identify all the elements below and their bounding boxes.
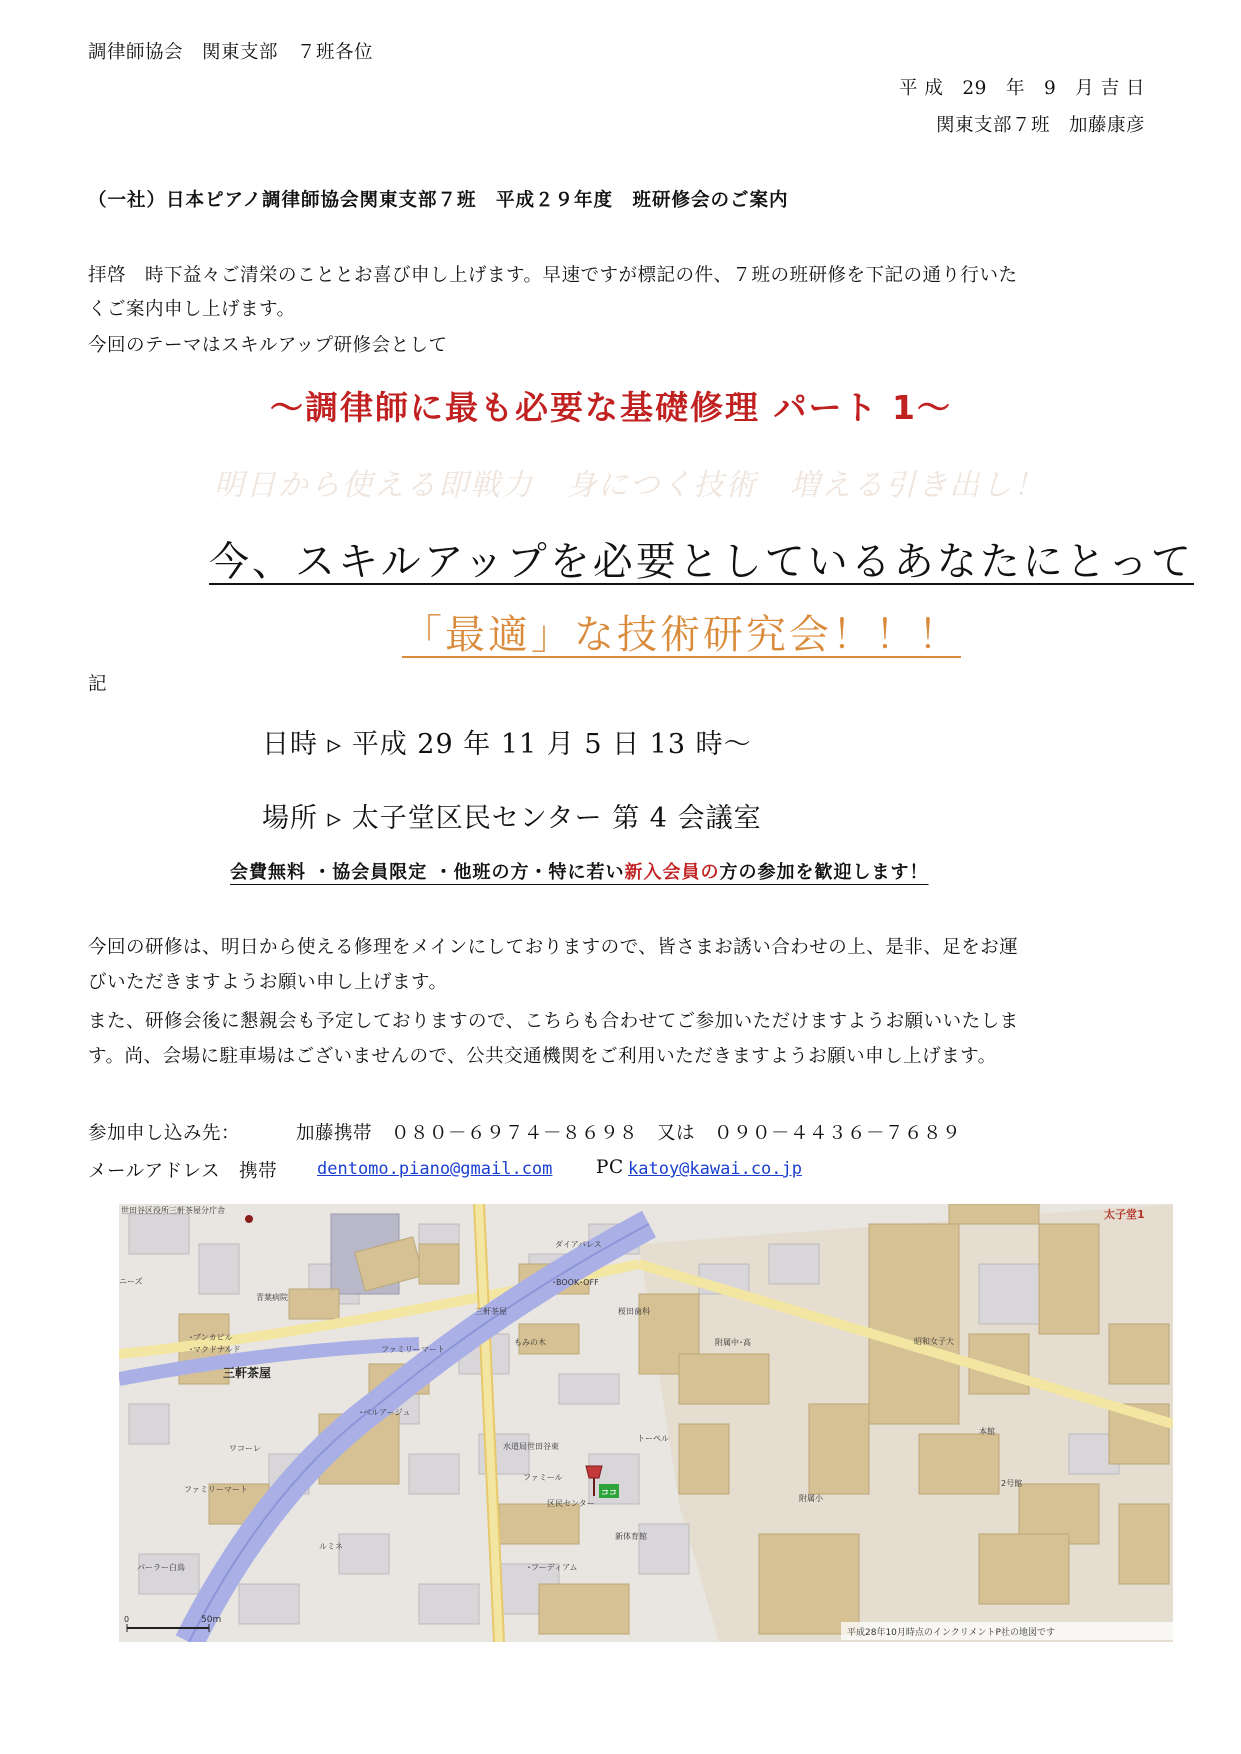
contact-label: 参加申し込み先： <box>88 1123 241 1144</box>
event-place: 場所 ▹ 太子堂区民センター 第 4 会議室 <box>262 803 762 834</box>
map-label-famil: ファミール <box>523 1473 563 1482</box>
map-label-koko: ココ <box>601 1488 617 1497</box>
subject-line: （一社）日本ピアノ調律師協会関東支部７班 平成２９年度 班研修会のご案内 <box>88 190 789 211</box>
map-label-shin-taiikukan: 新体育館 <box>615 1532 647 1541</box>
map-label-fudium: ･フーディアム <box>527 1563 578 1572</box>
map-label-honkan: 本館 <box>979 1427 995 1436</box>
map-label-taishido: 太子堂1 <box>1104 1208 1145 1221</box>
map-label-mcdonalds: ･マクドナルド <box>189 1345 241 1354</box>
location-map[interactable] <box>119 1204 1173 1642</box>
map-label-lumine: ルミネ <box>319 1542 343 1551</box>
fee-notice-part1: 会費無料 ・協会員限定 ・他班の方・特に若い <box>230 862 625 883</box>
mobile-email-link[interactable]: dentomo.piano@gmail.com <box>317 1159 553 1179</box>
headline: 今、スキルアップを必要としているあなたにとって <box>209 539 1194 585</box>
map-label-topel: トーペル <box>637 1434 669 1443</box>
map-label-dia-palace: ダイアパレス <box>555 1240 602 1249</box>
fee-notice-highlight: 新入会員の <box>624 862 720 883</box>
map-scale-zero: 0 <box>124 1615 130 1624</box>
theme-title: ～調律師に最も必要な基礎修理 パート 1～ <box>270 388 952 427</box>
map-label-kumin-center: 区民センター <box>547 1499 595 1508</box>
sender: 関東支部７班 加藤康彦 <box>935 115 1145 136</box>
map-label-family-mart-1: ファミリーマート <box>381 1345 445 1354</box>
ward-office-marker <box>245 1215 253 1223</box>
pc-email-link[interactable]: katoy@kawai.co.jp <box>628 1159 802 1179</box>
map-label-momi: もみの木 <box>514 1338 546 1347</box>
body-line-1: 今回の研修は、明日から使える修理をメインにしておりますので、皆さまお誘い合わせの上、是非、足をお運 <box>88 937 1019 958</box>
document-date: 平 成 29 年 9 月 吉 日 <box>899 78 1145 99</box>
pc-label: PC <box>596 1157 624 1178</box>
map-label-niizu: ニーズ <box>119 1277 143 1286</box>
map-label-bookoff: ･BOOK･OFF <box>552 1278 599 1287</box>
map-label-wacoal: ワコーレ <box>229 1444 261 1453</box>
map-label-fuzoku-sho: 附属小 <box>799 1494 823 1503</box>
map-label-aoba: 青葉病院 <box>256 1293 288 1302</box>
map-label-parlor: パーラー白鳥 <box>137 1563 185 1572</box>
event-datetime: 日時 ▹ 平成 29 年 11 月 5 日 13 時～ <box>262 729 752 760</box>
intro-line-3: 今回のテーマはスキルアップ研修会として <box>88 335 448 356</box>
map-label-sangenjaya-small: 三軒茶屋 <box>475 1307 507 1316</box>
faded-tagline: 明日から使える即戦力 身につく技術 増える引き出し！ <box>214 468 1046 503</box>
intro-line-2: くご案内申し上げます。 <box>88 299 296 320</box>
mail-label: メールアドレス 携帯 <box>88 1161 278 1182</box>
map-label-sakurada: 桜田歯科 <box>618 1307 650 1316</box>
map-label-fuzoku-chuko: 附属中･高 <box>715 1338 751 1347</box>
fee-notice-part2: 方の参加を歓迎します！ <box>719 862 929 883</box>
map-label-bell-asia: ･ベルアージュ <box>359 1408 411 1417</box>
map-label-ward-office: 世田谷区役所三軒茶屋分庁舎 <box>121 1206 225 1215</box>
body-line-4: す。尚、会場に駐車場はございませんので、公共交通機関をご利用いただきますようお願い申し上げます。 <box>88 1046 997 1067</box>
map-label-showa-univ: 昭和女子大 <box>914 1337 954 1346</box>
map-copyright: 平成28年10月時点のインクリメントP社の地図です <box>847 1628 1055 1638</box>
body-line-2: びいただきますようお願い申し上げます。 <box>88 972 448 993</box>
map-scale-label: 50m <box>201 1615 222 1625</box>
intro-line-1: 拝啓 時下益々ご清栄のこととお喜び申し上げます。早速ですが標記の件、７班の班研修を下記の通り行いた <box>88 265 1018 286</box>
ki-mark: 記 <box>88 674 108 695</box>
map-label-sangenjaya-station: 三軒茶屋 <box>223 1366 272 1380</box>
map-label-suido: 水道局世田谷東 <box>503 1442 559 1451</box>
contact-phones: 加藤携帯 ０８０－６９７４－８６９８ 又は ０９０－４４３６－７６８９ <box>296 1123 962 1144</box>
map-label-nigokan: 2号館 <box>1001 1479 1023 1488</box>
recipients: 調律師協会 関東支部 ７班各位 <box>88 42 374 63</box>
headline-2: 「最適」な技術研究会！！！ <box>402 612 961 658</box>
map-label-bunkabiru: ･ブンカビル <box>189 1333 233 1342</box>
body-line-3: また、研修会後に懇親会も予定しておりますので、こちらも合わせてご参加いただけますようお願いいたしま <box>88 1011 1019 1032</box>
map-label-family-mart-2: ファミリーマート <box>184 1485 248 1494</box>
fee-notice <box>230 858 929 884</box>
